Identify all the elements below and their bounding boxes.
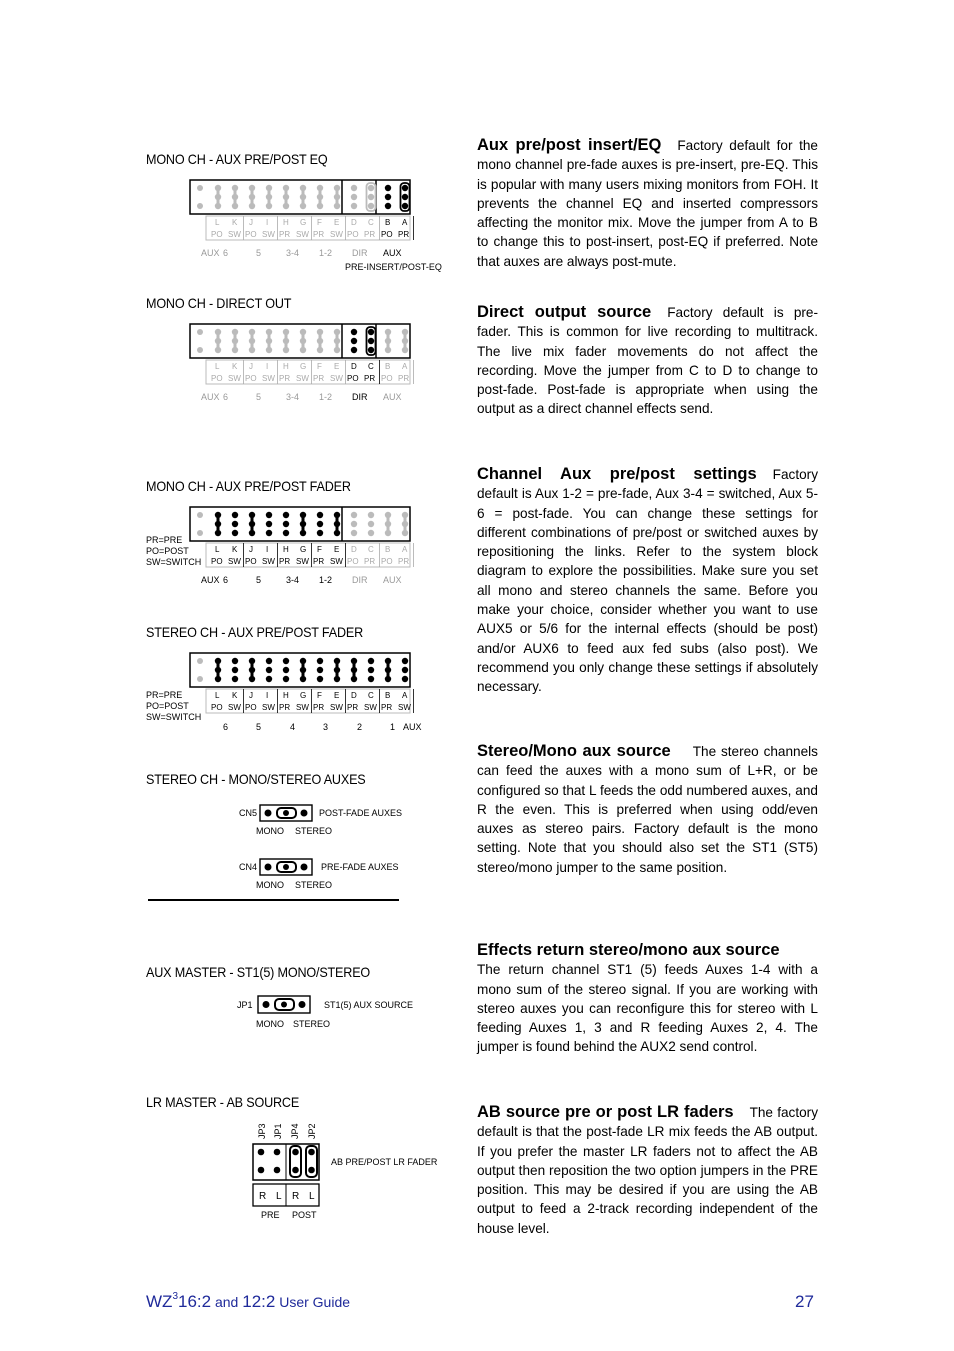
pin-code: SW [262,557,275,566]
pin-letter: E [334,218,340,227]
diagram-title-mono-direct: MONO CH - DIRECT OUT [146,295,292,311]
aux-group-label: 3-4 [286,392,300,402]
pin-code: PR [364,557,376,566]
pin-code: SW [330,557,343,566]
section-heading: Channel Aux pre/post settings [477,465,757,483]
pin-letter: H [283,545,289,554]
section-channel-aux [477,465,818,697]
pin-letter: D [351,218,357,227]
pin-code: PR [313,557,325,566]
pin-code: SW [296,374,309,383]
pin-code: PO [381,230,393,239]
aux-group-label: 5 [256,248,262,258]
section-body: The factory default is that the post-fade LR mix feeds the AB output. If you prefer the master LR faders not to affect the AB output then reposition the two option jumpers in the PRE position. This may be desired if you are using the AB output to feed a 2-track recording independent of the house level. [477,1105,818,1236]
channel-l: L [309,1191,315,1202]
pre-label: PRE [261,1210,280,1220]
pin-code: SW [228,703,241,712]
connector-function: PRE-FADE AUXES [321,862,399,872]
pin-letter: L [215,218,220,227]
pin-code: PO [245,557,257,566]
connector-label: CN5 [239,808,258,818]
pin-code: PR [398,374,410,383]
section-heading: Stereo/Mono aux source [477,742,671,760]
aux-group-label: AUX [201,248,220,258]
channel-r: R [259,1191,267,1202]
pin-letter: L [215,691,220,700]
pin-letter: E [334,545,340,554]
section-body: Factory default is pre-fader. This is common for live recording to multitrack. The live mix fader movements do not affect the recording. Move the jumper from C to D to change to post-fade. Post-fade is appropriate when using the output as a direct channel effects send. [477,305,818,417]
pin-letter: L [215,362,220,371]
pin-letter: I [266,362,269,371]
aux-group-label: DIR [352,392,368,402]
pin-code: SW [296,230,309,239]
pin-code: PR [364,230,376,239]
pin-code: PR [364,374,376,383]
section-stereo-mono-aux [477,742,818,877]
pin-letter: L [215,545,220,554]
pin-code: SW [296,703,309,712]
pin-letter: H [283,691,289,700]
pin-letter: G [300,362,307,371]
jumper-diagram-mono-fader [140,505,450,595]
pin-code: PR [313,374,325,383]
pin-letter: C [368,545,374,554]
pin-letter: J [249,691,253,700]
jumper-block [190,507,410,541]
pin-letter: F [317,545,322,554]
diagram-title-mono-fader: MONO CH - AUX PRE/POST FADER [146,478,351,494]
pin-code: PO [347,374,359,383]
jumper-function: AB PRE/POST LR FADER [331,1157,438,1167]
pin-code: SW [296,557,309,566]
jumper-block [190,324,410,358]
pin-code: SW [364,703,377,712]
aux-group-label: 6 [223,722,229,732]
pin-letter: C [368,691,374,700]
section-aux-insert-eq [477,136,818,271]
jumper-function: ST1(5) AUX SOURCE [324,1000,414,1010]
section-heading: Effects return stereo/mono aux source [477,941,780,959]
pin-code: SW [228,374,241,383]
pin-letter: J [249,362,253,371]
pin-letter: C [368,362,374,371]
jumper-diagram-stereo-auxes [140,800,410,905]
aux-group-label: DIR [352,248,368,258]
section-body: The stereo channels can feed the auxes with a mono sum of L+R, or be configured so that L feeds the odd numbered auxes, and R the even. This is preferred when using odd/even auxes as stereo pairs. Factory default is the mono setting. Note that you should also set the ST1 (ST5) stereo/mono jumper to the same position. [477,744,818,875]
jumper-labels [206,689,414,713]
pin-code: SW [262,374,275,383]
aux-group-label: 5 [256,392,262,402]
footer-model-a: 16:2 [178,1292,212,1311]
aux-group-label: 4 [290,722,296,732]
pin-code: PR [398,230,410,239]
connector-function: POST-FADE AUXES [319,808,403,818]
pin-code: PO [381,557,393,566]
aux-group-label: 2 [357,722,363,732]
section-heading: AB source pre or post LR faders [477,1103,734,1121]
stereo-label: STEREO [293,1019,331,1029]
pin-letter: G [300,218,307,227]
pin-code: PO [347,230,359,239]
jumper-labels [206,216,414,240]
pin-letter: I [266,218,269,227]
aux-group-label: 1-2 [319,248,333,258]
pin-letter: K [232,362,238,371]
pin-code: SW [330,230,343,239]
aux-group-label: 1 [390,722,396,732]
footer-guide: User Guide [275,1294,351,1310]
pin-letter: I [266,545,269,554]
pin-letter: H [283,218,289,227]
jumper-block [190,180,410,214]
jumper-id: JP2 [307,1123,317,1139]
section-body: Factory default for the mono channel pre-fade auxes is pre-insert, pre-EQ. This is popular with many users mixing monitors from FOH. It prevents the channel EQ and inserted compressors affecting the monitor mix. Move the jumper from A to B to change this to post-insert, post-EQ if preferred. Note that auxes are always post-mute. [477,138,818,269]
footer-model: WZ [146,1292,173,1311]
mono-label: MONO [256,826,284,836]
pin-code: PR [398,557,410,566]
pin-letter: E [334,691,340,700]
pin-letter: F [317,362,322,371]
aux-group-label: 3-4 [286,575,300,585]
aux-group-label: 1-2 [319,392,333,402]
stereo-label: STEREO [295,826,333,836]
connector-label: CN4 [239,862,258,872]
pin-letter: A [402,545,408,554]
aux-group-label: 6 [223,392,229,402]
legend-line: PR=PRE [146,535,183,545]
post-label: POST [292,1210,317,1220]
diagram-title-lr-master: LR MASTER - AB SOURCE [146,1094,300,1110]
jumper-id: JP3 [257,1123,267,1139]
pin-code: SW [228,230,241,239]
section-direct-output [477,303,818,419]
pin-code: PO [245,374,257,383]
pin-letter: B [385,218,391,227]
diagram-title-aux-master: AUX MASTER - ST1(5) MONO/STEREO [146,964,371,980]
pin-letter: A [402,691,408,700]
channel-l: L [276,1191,282,1202]
pin-letter: B [385,545,391,554]
jumper-block [190,653,410,687]
pin-letter: G [300,545,307,554]
pin-letter: K [232,691,238,700]
pin-letter: B [385,362,391,371]
pin-letter: B [385,691,391,700]
jumper-id: JP4 [290,1123,300,1139]
jumper-id: JP1 [273,1123,283,1139]
pin-code: PR [279,703,291,712]
diagram-title-stereo-auxes: STEREO CH - MONO/STEREO AUXES [146,771,366,787]
footer-product [146,1292,350,1312]
pin-letter: A [402,362,408,371]
pin-letter: D [351,362,357,371]
pin-letter: D [351,545,357,554]
footer-and: and [211,1294,243,1310]
pin-code: SW [228,557,241,566]
pin-code: PR [313,230,325,239]
aux-group-label: AUX [383,392,402,402]
pin-letter: H [283,362,289,371]
pin-code: PR [279,557,291,566]
page-number: 27 [795,1292,814,1311]
aux-group-label: 5 [256,575,262,585]
section-body: Factory default is Aux 1-2 = pre-fade, Aux 3-4 = switched, Aux 5-6 = post-fade. You can change these settings for different combinations of pre/post or switched auxes by repositioning the links. Refer to the system block diagram to explore the possibilities. Make sure you set all mono and stereo channels the same. Before you make your choice, consider whether you want to use AUX5 or 5/6 for the internal effects (should be post) and/or AUX6 to feed aux fed subs (also post). We recommend you only change these settings if absolutely necessary. [477,467,818,695]
pin-code: PO [245,703,257,712]
jumper-diagram-lr-master [240,1115,450,1225]
stereo-label: STEREO [295,880,333,890]
pin-code: SW [398,703,411,712]
aux-group-label: DIR [352,575,368,585]
pin-code: PO [211,230,223,239]
pin-letter: J [249,545,253,554]
pin-code: PR [313,703,325,712]
legend-line: PO=POST [146,546,189,556]
jumper-diagram-mono-direct [140,321,450,411]
pin-letter: D [351,691,357,700]
jumper-diagram-stereo-fader [140,651,450,741]
pin-letter: C [368,218,374,227]
jumper-labels [206,543,414,567]
channel-r: R [292,1191,300,1202]
section-effects-return [477,941,818,1057]
pin-code: PO [245,230,257,239]
pin-code: PR [381,703,393,712]
pin-letter: K [232,545,238,554]
pin-letter: F [317,218,322,227]
pin-letter: J [249,218,253,227]
section-heading: Direct output source [477,303,652,321]
aux-group-label: AUX [383,575,402,585]
aux-group-label: 5 [256,722,262,732]
legend-line: SW=SWITCH [146,557,202,567]
pin-code: PR [279,374,291,383]
pin-code: PO [347,557,359,566]
diagram-title-mono-eq: MONO CH - AUX PRE/POST EQ [146,151,328,167]
pin-letter: E [334,362,340,371]
aux-group-label: AUX [201,575,220,585]
diagram-title-stereo-fader: STEREO CH - AUX PRE/POST FADER [146,624,364,640]
pin-code: PO [211,374,223,383]
pin-code: SW [330,374,343,383]
footer-model-sup: 3 [172,1290,178,1302]
pin-code: PO [381,374,393,383]
jumper-label: JP1 [237,1000,253,1010]
aux-group-label: 3 [323,722,329,732]
diagram-note: PRE-INSERT/POST-EQ [345,262,442,272]
pin-letter: I [266,691,269,700]
aux-group-label: 3-4 [286,248,300,258]
footer-model-b: 12:2 [242,1292,276,1311]
legend-line: PR=PRE [146,690,183,700]
aux-group-label: 1-2 [319,575,333,585]
section-ab-source [477,1103,818,1238]
pin-code: PO [211,703,223,712]
pin-letter: G [300,691,307,700]
aux-group-label: AUX [403,722,422,732]
mono-label: MONO [256,880,284,890]
aux-group-label: 6 [223,248,229,258]
pin-code: SW [262,703,275,712]
pin-code: PO [211,557,223,566]
aux-group-label: AUX [383,248,402,258]
section-heading: Aux pre/post insert/EQ [477,136,662,154]
jumper-diagram-mono-eq [140,178,450,278]
section-body: The return channel ST1 (5) feeds Auxes 1-4 with a mono sum of the stereo signal. If you are working with stereo auxes you can reconfigure this for stereo with L feeding Auxes 1, 3 and R feeding Auxes 2, 4. The jumper is found behind the AUX2 send control. [477,962,818,1055]
aux-group-label: 6 [223,575,229,585]
pin-code: SW [262,230,275,239]
pin-code: PR [279,230,291,239]
pin-code: PR [347,703,359,712]
pin-letter: F [317,691,322,700]
pin-code: SW [330,703,343,712]
legend-line: PO=POST [146,701,189,711]
pin-letter: K [232,218,238,227]
mono-label: MONO [256,1019,284,1029]
jumper-labels [206,360,414,384]
legend-line: SW=SWITCH [146,712,202,722]
pin-letter: A [402,218,408,227]
aux-group-label: AUX [201,392,220,402]
jumper-diagram-aux-master [140,990,420,1035]
